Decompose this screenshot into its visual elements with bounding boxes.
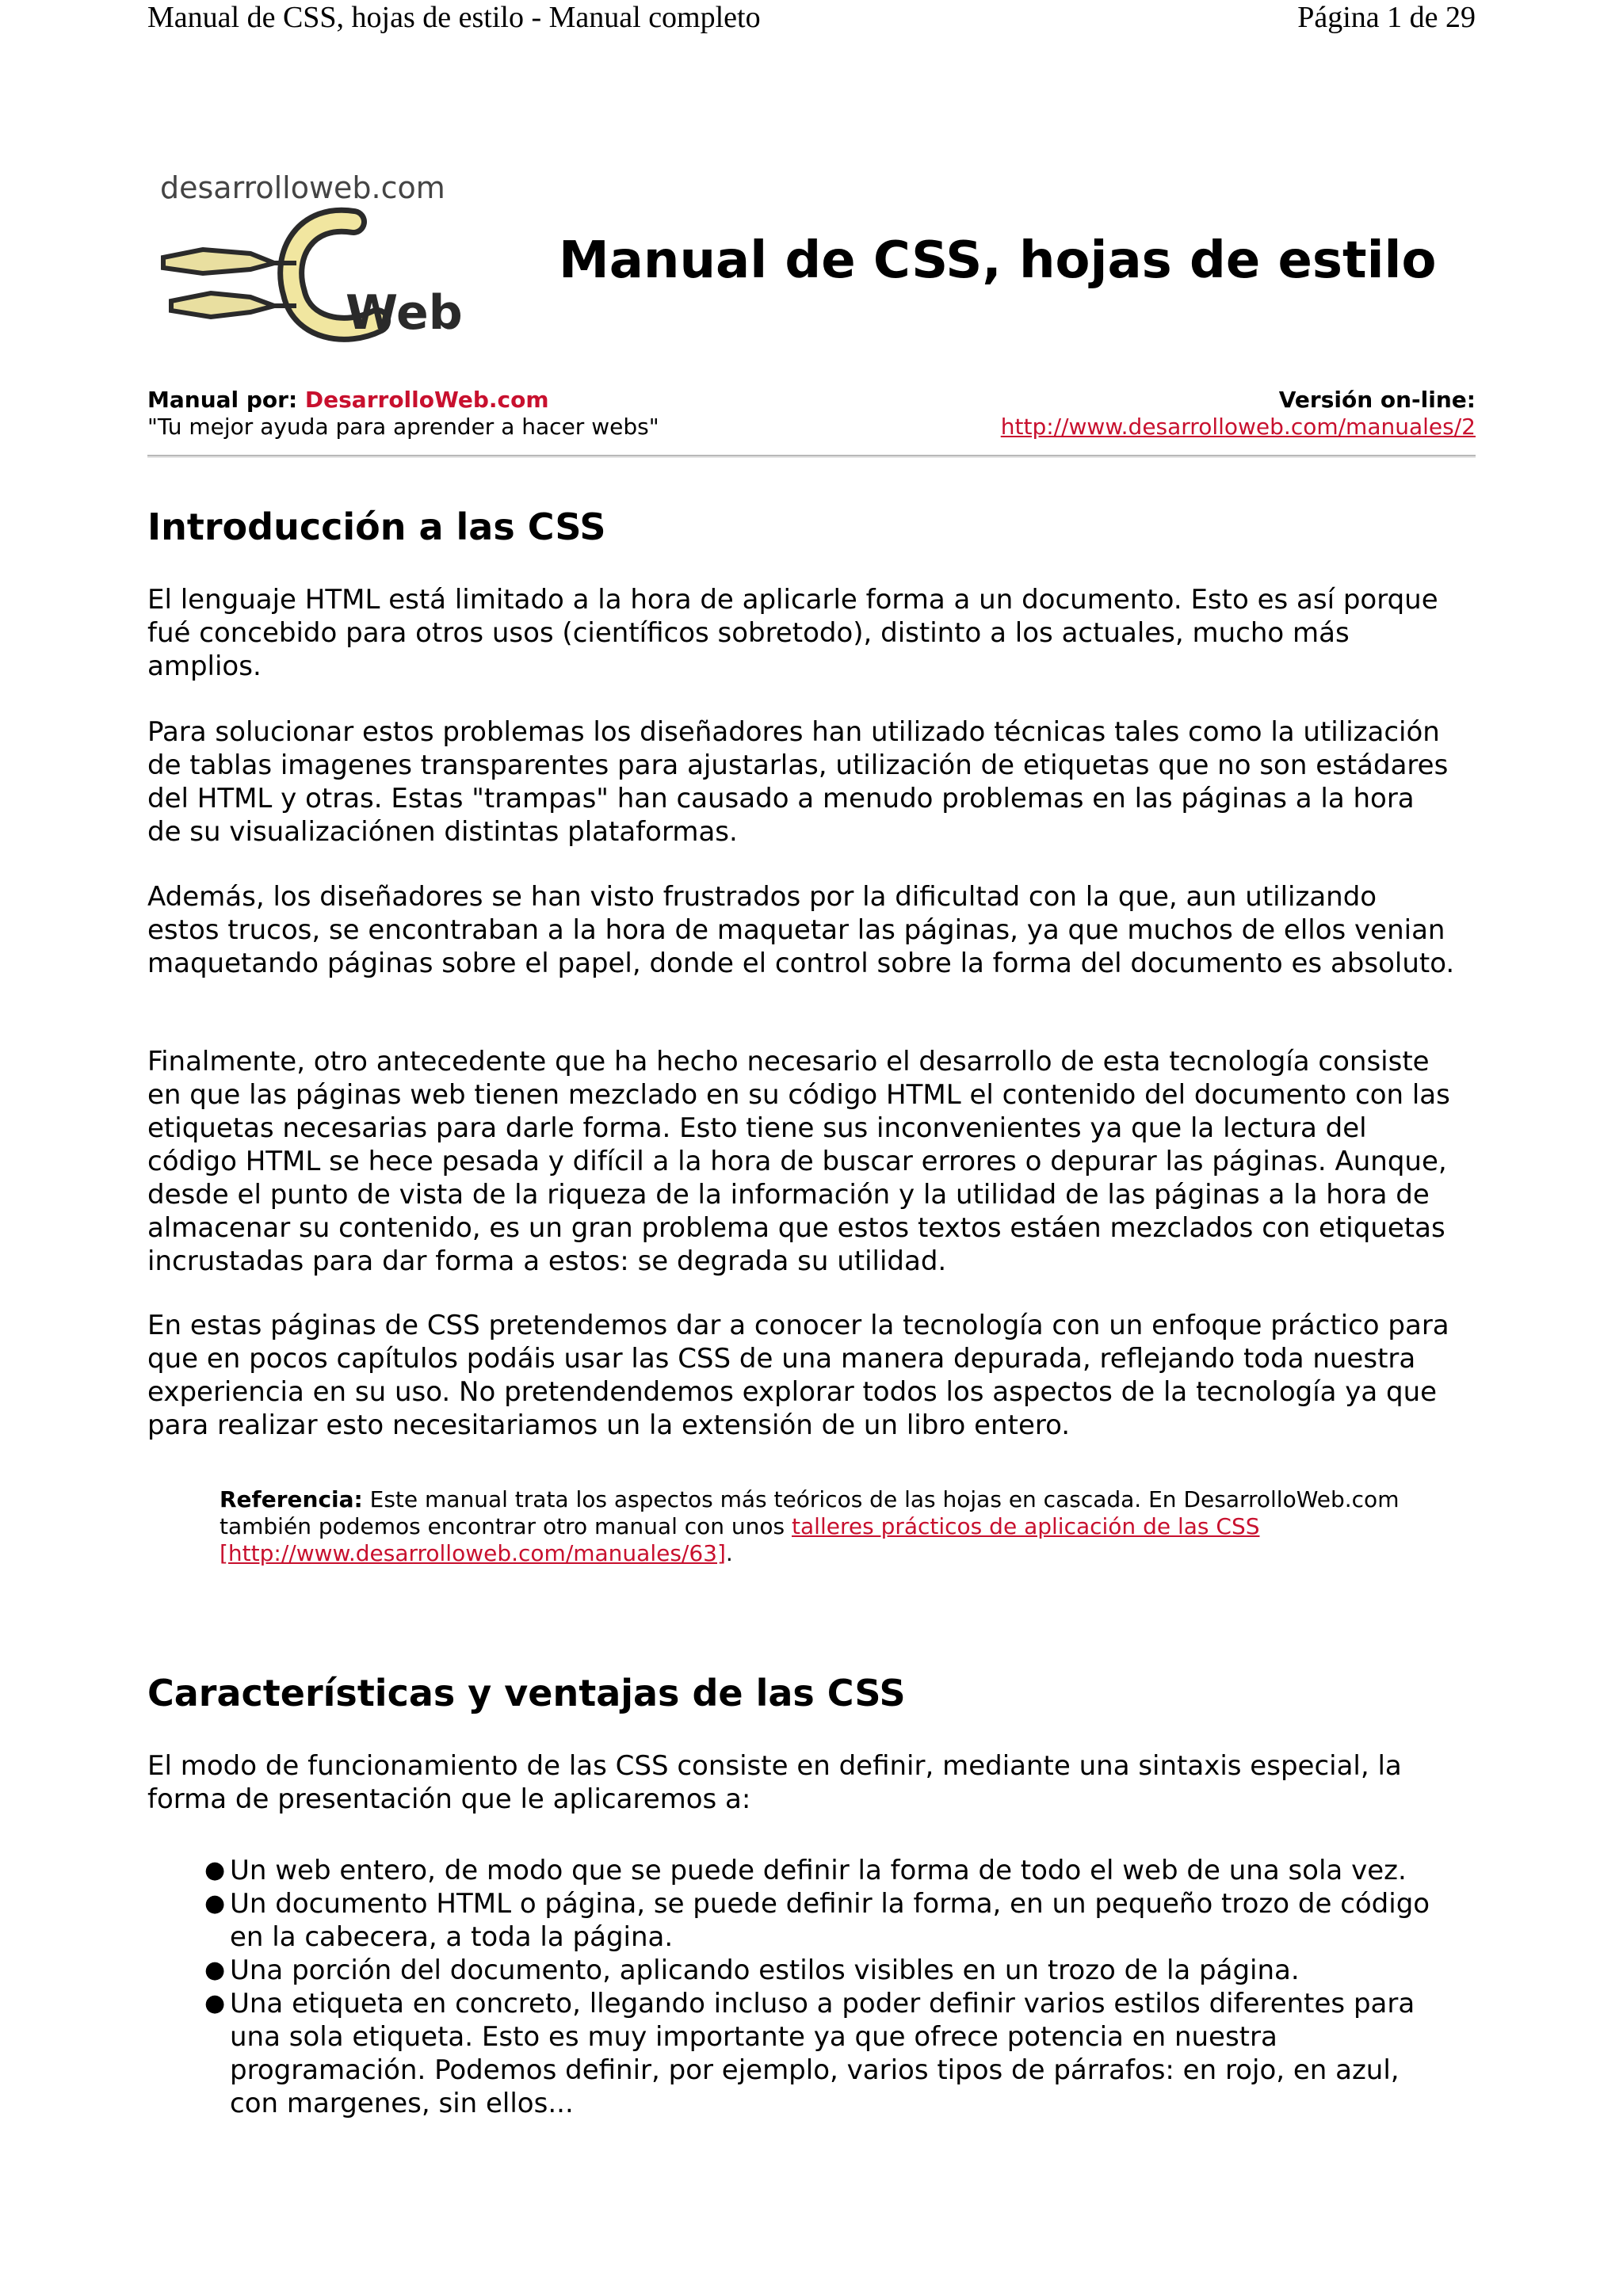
text-line: Para solucionar estos problemas los diseñadores han utilizado técnicas tales como la utilización: [147, 716, 1440, 748]
text-line: El lenguaje HTML está limitado a la hora de aplicarle forma a un documento. Esto es así porque: [147, 584, 1438, 616]
text-line: una sola etiqueta. Esto es muy importante ya que ofrece potencia en nuestra: [230, 2021, 1277, 2053]
text-line: .: [725, 1540, 733, 1566]
text-line: en que las páginas web tienen mezclado en su código HTML el contenido del documento con las: [147, 1079, 1450, 1111]
paragraph: [147, 1309, 1495, 1442]
text-line: del HTML y otras. Estas "trampas" han causado a menudo problemas en las páginas a la hora: [147, 783, 1415, 814]
text-line: forma de presentación que le aplicaremos a:: [147, 1783, 751, 1815]
document-title: Manual de CSS, hojas de estilo: [559, 231, 1437, 290]
text-line: Una etiqueta en concreto, llegando incluso a poder definir varios estilos diferentes para: [230, 1988, 1415, 2019]
text-line: maquetando páginas sobre el papel, donde el control sobre la forma del documento es absoluto.: [147, 948, 1455, 979]
text-line: de tablas imagenes transparentes para ajustarlas, utilización de etiquetas que no son estádares: [147, 749, 1449, 781]
section-heading-intro: Introducción a las CSS: [147, 505, 606, 548]
reference-label: Referencia:: [220, 1486, 363, 1512]
paragraph: [147, 1749, 1495, 1816]
dart-icon: [171, 293, 296, 317]
text-line: En estas páginas de CSS pretendemos dar a conocer la tecnología con un enfoque práctico para: [147, 1310, 1449, 1341]
bullet-list: [147, 1854, 1430, 2120]
bullet-icon: ●: [204, 1890, 226, 1917]
header-divider: [147, 455, 1476, 458]
bullet-icon: ●: [204, 1856, 226, 1884]
print-header-page-number: Página 1 de 29: [1297, 1, 1476, 34]
text-line: Un web entero, de modo que se puede definir la forma de todo el web de una sola vez.: [230, 1855, 1407, 1886]
author-label: Manual por:: [147, 387, 305, 413]
online-version-link[interactable]: http://www.desarrolloweb.com/manuales/2: [1000, 414, 1476, 440]
logo-mark: Web: [346, 285, 463, 341]
text-line: Finalmente, otro antecedente que ha hecho necesario el desarrollo de esta tecnología consiste: [147, 1046, 1430, 1077]
text-line: en la cabecera, a toda la página.: [230, 1921, 674, 1953]
text-line: Un documento HTML o página, se puede definir la forma, en un pequeño trozo de código: [230, 1888, 1430, 1920]
text-line: Este manual trata los aspectos más teóricos de las hojas en cascada. En DesarrolloWeb.com: [362, 1486, 1400, 1512]
text-line: para realizar esto necesitariamos un la extensión de un libro entero.: [147, 1409, 1071, 1441]
text-line: almacenar su contenido, es un gran problema que estos textos estáen mezclados con etiquetas: [147, 1212, 1445, 1244]
author-link[interactable]: DesarrolloWeb.com: [304, 387, 549, 413]
text-line: amplios.: [147, 650, 262, 682]
author-line: [147, 387, 549, 414]
reference-note: [220, 1486, 1456, 1567]
paragraph: [147, 880, 1495, 980]
text-line: El modo de funcionamiento de las CSS consiste en definir, mediante una sintaxis especial, la: [147, 1750, 1402, 1782]
reference-link[interactable]: talleres prácticos de aplicación de las CSS: [792, 1513, 1260, 1539]
section-heading-features: Características y ventajas de las CSS: [147, 1672, 906, 1714]
desarrolloweb-logo-icon: [155, 166, 480, 350]
text-line: Además, los diseñadores se han visto frustrados por la dificultad con la que, aun utilizando: [147, 881, 1377, 913]
list-item: [147, 1954, 1430, 1987]
text-line: desde el punto de vista de la riqueza de la información y la utilidad de las páginas a la hora de: [147, 1179, 1430, 1211]
print-header-title: Manual de CSS, hojas de estilo - Manual completo: [147, 1, 761, 34]
text-line: experiencia en su uso. No pretendendemos explorar todos los aspectos de la tecnología ya que: [147, 1376, 1438, 1408]
online-version-label: Versión on-line:: [1278, 387, 1476, 413]
text-line: Una porción del documento, aplicando estilos visibles en un trozo de la página.: [230, 1955, 1300, 1986]
reference-url[interactable]: [http://www.desarrolloweb.com/manuales/63]: [220, 1540, 726, 1566]
bullet-icon: ●: [204, 1956, 226, 1984]
text-line: programación. Podemos definir, por ejemplo, varios tipos de párrafos: en rojo, en azul,: [230, 2054, 1400, 2086]
list-item: [147, 1854, 1430, 1887]
list-item: [147, 1987, 1430, 2120]
desarrolloweb-logo: [155, 166, 480, 350]
dart-icon: [163, 250, 296, 273]
text-line: incrustadas para dar forma a estos: se degrada su utilidad.: [147, 1245, 947, 1277]
text-line: etiquetas necesarias para darle forma. Esto tiene sus inconvenientes ya que la lectura del: [147, 1112, 1367, 1144]
text-line: código HTML se hece pesada y difícil a la hora de buscar errores o depurar las páginas. Aunque,: [147, 1146, 1447, 1177]
tagline: "Tu mejor ayuda para aprender a hacer webs": [147, 414, 659, 440]
text-line: que en pocos capítulos podáis usar las CSS de una manera depurada, reflejando toda nuestra: [147, 1343, 1416, 1375]
paragraph: [147, 715, 1495, 849]
text-line: fué concebido para otros usos (científicos sobretodo), distinto a los actuales, mucho más: [147, 617, 1350, 649]
text-line: estos trucos, se encontraban a la hora de maquetar las páginas, ya que muchos de ellos venian: [147, 914, 1445, 946]
list-item: [147, 1887, 1430, 1954]
paragraph: [147, 583, 1495, 683]
text-line: de su visualizaciónen distintas plataformas.: [147, 816, 738, 848]
bullet-icon: ●: [204, 1989, 226, 2017]
text-line: con margenes, sin ellos...: [230, 2088, 574, 2119]
text-line: también podemos encontrar otro manual con unos: [220, 1513, 792, 1539]
paragraph: [147, 1045, 1495, 1278]
logo-text: desarrolloweb.com: [160, 170, 445, 205]
